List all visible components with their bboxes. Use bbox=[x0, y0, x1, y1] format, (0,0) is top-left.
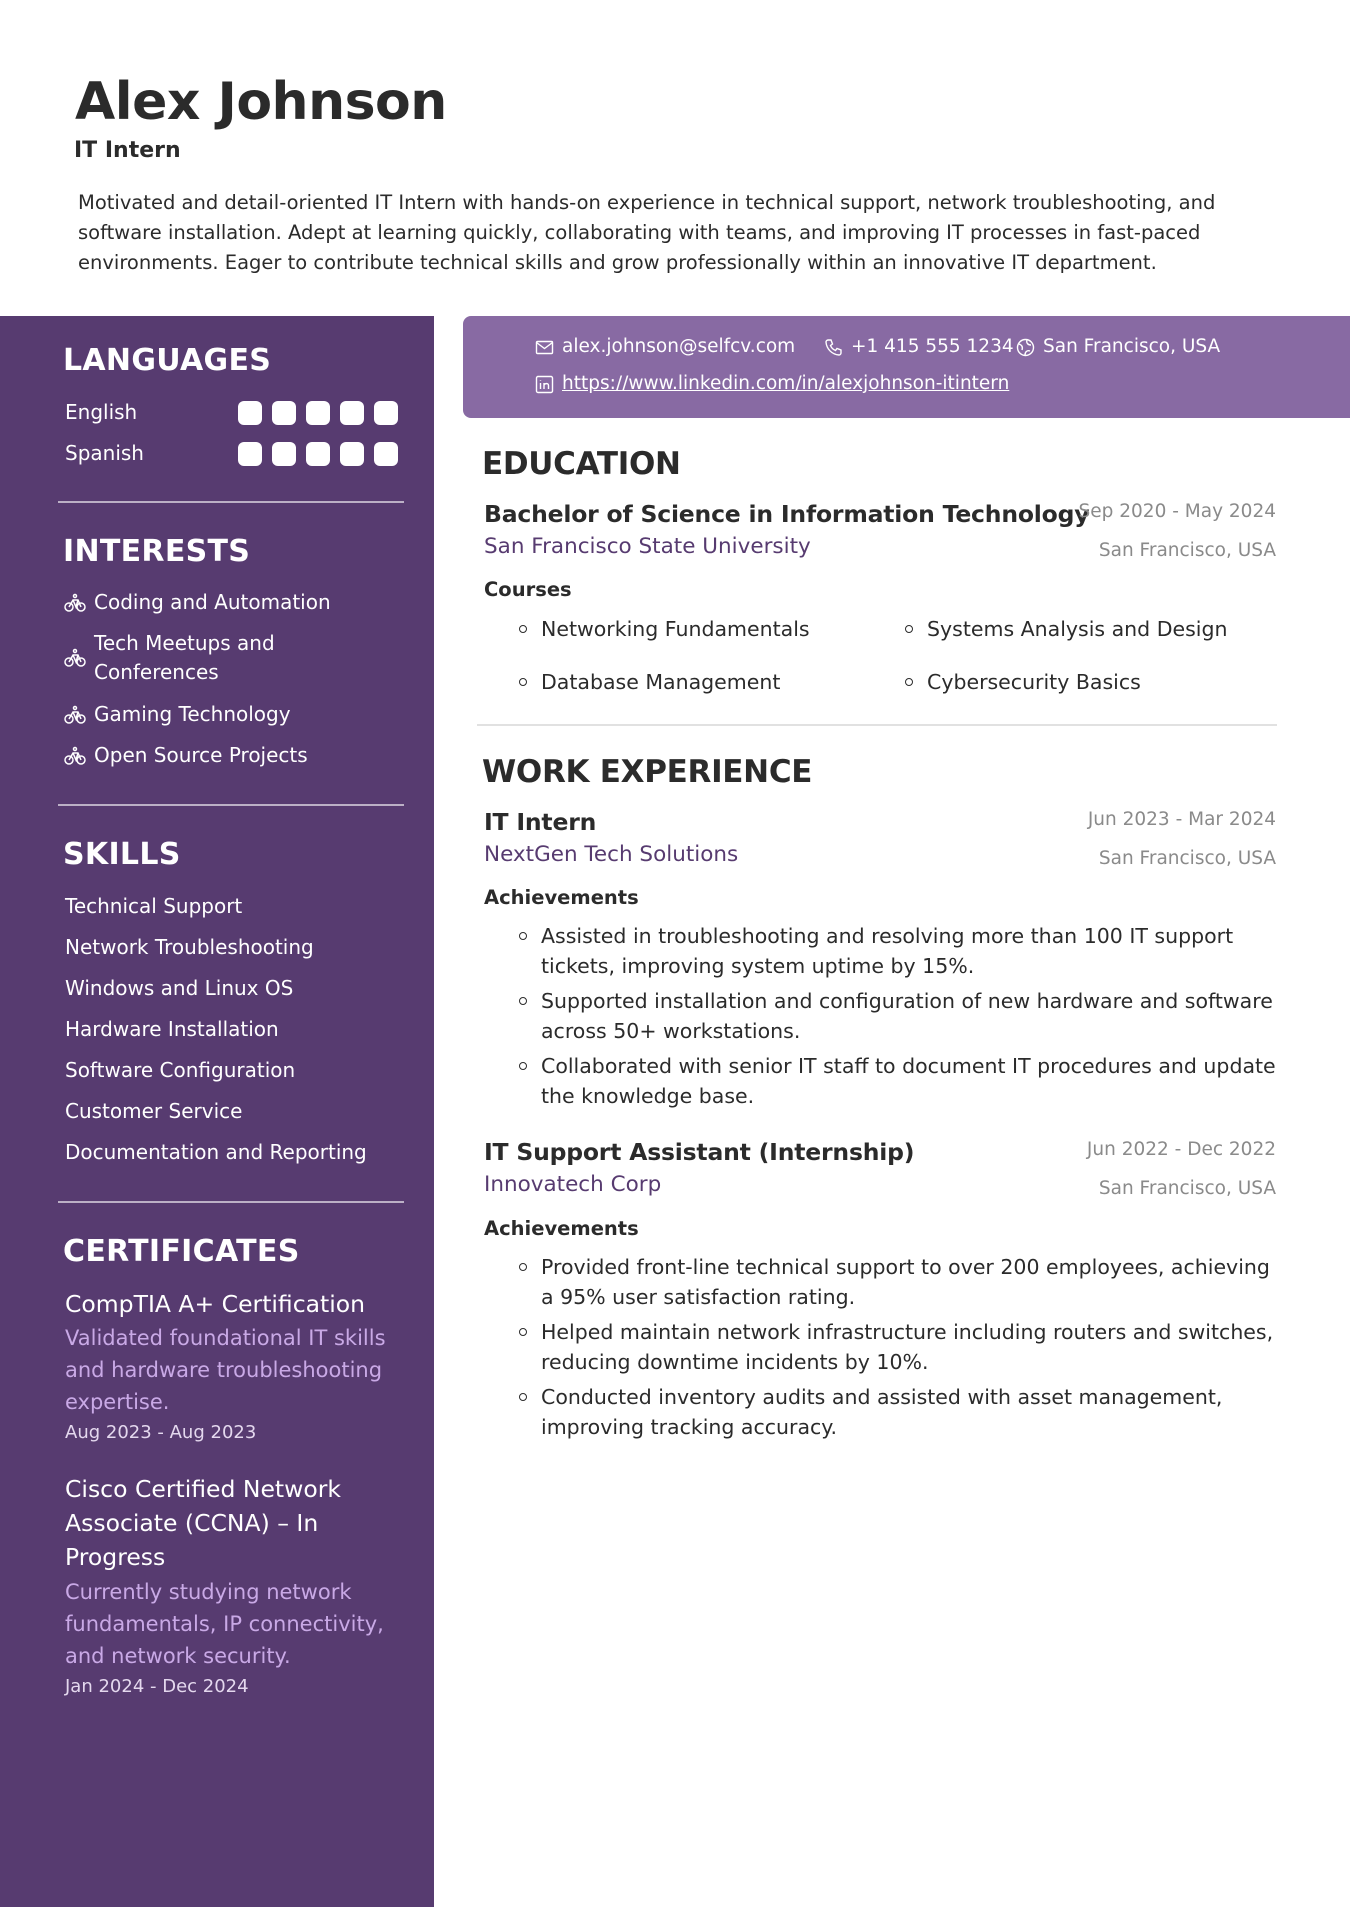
company-name: Innovatech Corp bbox=[484, 1172, 662, 1197]
school-name: San Francisco State University bbox=[484, 534, 811, 559]
achievements-label: Achievements bbox=[484, 1217, 639, 1240]
job-dates: Jun 2023 - Mar 2024 bbox=[1087, 809, 1276, 830]
course-item bbox=[541, 667, 780, 697]
skill-item: Customer Service bbox=[65, 1099, 243, 1123]
achievement-item bbox=[541, 921, 1281, 981]
level-dot bbox=[238, 442, 262, 466]
mail-icon bbox=[535, 338, 554, 357]
course-item bbox=[927, 667, 1141, 697]
language-name: Spanish bbox=[65, 441, 144, 465]
achievement-text: Helped maintain network infrastructure including routers and switches, reducing downtime incidents by 10%. bbox=[541, 1320, 1274, 1374]
interest-label: Gaming Technology bbox=[94, 702, 291, 726]
certificate-dates: Jan 2024 - Dec 2024 bbox=[65, 1676, 249, 1697]
job-location: San Francisco, USA bbox=[1098, 848, 1276, 869]
degree-title: Bachelor of Science in Information Technology bbox=[484, 500, 1090, 528]
skills-title: SKILLS bbox=[63, 837, 181, 872]
achievement-item bbox=[541, 986, 1281, 1046]
bullet-circle-icon bbox=[519, 625, 527, 633]
section-divider bbox=[58, 1201, 404, 1203]
achievements-label: Achievements bbox=[484, 886, 639, 909]
course-name: Networking Fundamentals bbox=[541, 617, 810, 641]
bullet-circle-icon bbox=[519, 678, 527, 686]
achievement-item bbox=[541, 1382, 1281, 1442]
language-item bbox=[65, 397, 400, 427]
course-item bbox=[541, 614, 810, 644]
skill-item: Software Configuration bbox=[65, 1058, 296, 1082]
experience-title: WORK EXPERIENCE bbox=[482, 754, 813, 790]
candidate-role: IT Intern bbox=[74, 138, 181, 163]
bicycle-icon bbox=[64, 745, 86, 767]
sidebar bbox=[0, 316, 434, 1907]
bullet-circle-icon bbox=[519, 997, 527, 1005]
section-divider bbox=[58, 804, 404, 806]
achievement-text: Assisted in troubleshooting and resolving more than 100 IT support tickets, improving system uptime by 15%. bbox=[541, 924, 1234, 978]
level-dot bbox=[374, 401, 398, 425]
linkedin-icon bbox=[535, 375, 554, 394]
certificate-description: Validated foundational IT skills and hardware troubleshooting expertise. bbox=[65, 1326, 386, 1414]
level-dot bbox=[340, 401, 364, 425]
bicycle-icon bbox=[64, 592, 86, 614]
achievement-text: Provided front-line technical support to over 200 employees, achieving a 95% user satisfaction rating. bbox=[541, 1255, 1270, 1309]
course-item bbox=[927, 614, 1227, 644]
skill-item: Hardware Installation bbox=[65, 1017, 279, 1041]
bullet-circle-icon bbox=[905, 678, 913, 686]
job-title: IT Support Assistant (Internship) bbox=[484, 1138, 915, 1166]
interests-title: INTERESTS bbox=[63, 534, 251, 569]
education-location: San Francisco, USA bbox=[1098, 540, 1276, 561]
certificate-description: Currently studying network fundamentals, IP connectivity, and network security. bbox=[65, 1580, 384, 1668]
achievement-item bbox=[541, 1051, 1281, 1111]
languages-title: LANGUAGES bbox=[63, 343, 272, 378]
bullet-circle-icon bbox=[519, 1393, 527, 1401]
section-divider bbox=[477, 724, 1277, 726]
level-dot bbox=[272, 401, 296, 425]
achievement-text: Conducted inventory audits and assisted with asset management, improving tracking accuracy. bbox=[541, 1385, 1223, 1439]
level-dot bbox=[306, 401, 330, 425]
language-name: English bbox=[65, 400, 138, 424]
job-location: San Francisco, USA bbox=[1098, 1178, 1276, 1199]
bicycle-icon bbox=[64, 647, 86, 669]
contact-bar bbox=[463, 316, 1350, 418]
bullet-circle-icon bbox=[519, 1263, 527, 1271]
courses-label: Courses bbox=[484, 578, 572, 601]
skill-item: Windows and Linux OS bbox=[65, 976, 294, 1000]
bullet-circle-icon bbox=[905, 625, 913, 633]
level-dot bbox=[340, 442, 364, 466]
company-name: NextGen Tech Solutions bbox=[484, 842, 739, 867]
linkedin-link[interactable]: https://www.linkedin.com/in/alexjohnson-itintern bbox=[562, 373, 1010, 394]
job-dates: Jun 2022 - Dec 2022 bbox=[1086, 1139, 1276, 1160]
achievement-item bbox=[541, 1252, 1281, 1312]
course-name: Cybersecurity Basics bbox=[927, 670, 1141, 694]
achievement-item bbox=[541, 1317, 1281, 1377]
skill-item: Documentation and Reporting bbox=[65, 1140, 367, 1164]
certificate-title: CompTIA A+ Certification bbox=[65, 1290, 366, 1318]
section-divider bbox=[58, 501, 404, 503]
course-name: Systems Analysis and Design bbox=[927, 617, 1228, 641]
level-dot bbox=[374, 442, 398, 466]
education-dates: Sep 2020 - May 2024 bbox=[1078, 501, 1276, 522]
phone-text: +1 415 555 1234 bbox=[851, 336, 1014, 357]
certificates-title: CERTIFICATES bbox=[63, 1234, 300, 1269]
interest-label: Open Source Projects bbox=[94, 743, 308, 767]
globe-icon bbox=[1016, 338, 1035, 357]
profile-summary: Motivated and detail-oriented IT Intern with hands-on experience in technical support, network troubleshooting, and software installation. Adept at learning quickly, collaborating with teams, and improving IT processes in fast-paced environments. Eager to contribute technical skills and grow professionally within an innovative IT department. bbox=[78, 191, 1216, 274]
bicycle-icon bbox=[64, 704, 86, 726]
phone-icon bbox=[824, 338, 843, 357]
candidate-name: Alex Johnson bbox=[75, 72, 447, 132]
bullet-circle-icon bbox=[519, 1328, 527, 1336]
course-name: Database Management bbox=[541, 670, 781, 694]
certificate-title: Cisco Certified Network Associate (CCNA) – In Progress bbox=[65, 1475, 341, 1571]
skill-item: Network Troubleshooting bbox=[65, 935, 314, 959]
certificate-dates: Aug 2023 - Aug 2023 bbox=[65, 1422, 257, 1443]
bullet-circle-icon bbox=[519, 1062, 527, 1070]
level-dot bbox=[306, 442, 330, 466]
language-item bbox=[65, 438, 400, 468]
interest-label: Coding and Automation bbox=[94, 590, 331, 614]
level-dot bbox=[272, 442, 296, 466]
resume-header bbox=[0, 0, 1350, 316]
job-title: IT Intern bbox=[484, 808, 597, 836]
education-title: EDUCATION bbox=[482, 446, 681, 482]
email-text: alex.johnson@selfcv.com bbox=[562, 336, 796, 357]
achievement-text: Collaborated with senior IT staff to document IT procedures and update the knowledge base. bbox=[541, 1054, 1276, 1108]
achievement-text: Supported installation and configuration of new hardware and software across 50+ workstations. bbox=[541, 989, 1273, 1043]
level-dot bbox=[238, 401, 262, 425]
skill-item: Technical Support bbox=[65, 894, 243, 918]
location-text: San Francisco, USA bbox=[1043, 336, 1221, 357]
bullet-circle-icon bbox=[519, 932, 527, 940]
interest-label: Tech Meetups and Conferences bbox=[94, 631, 275, 684]
